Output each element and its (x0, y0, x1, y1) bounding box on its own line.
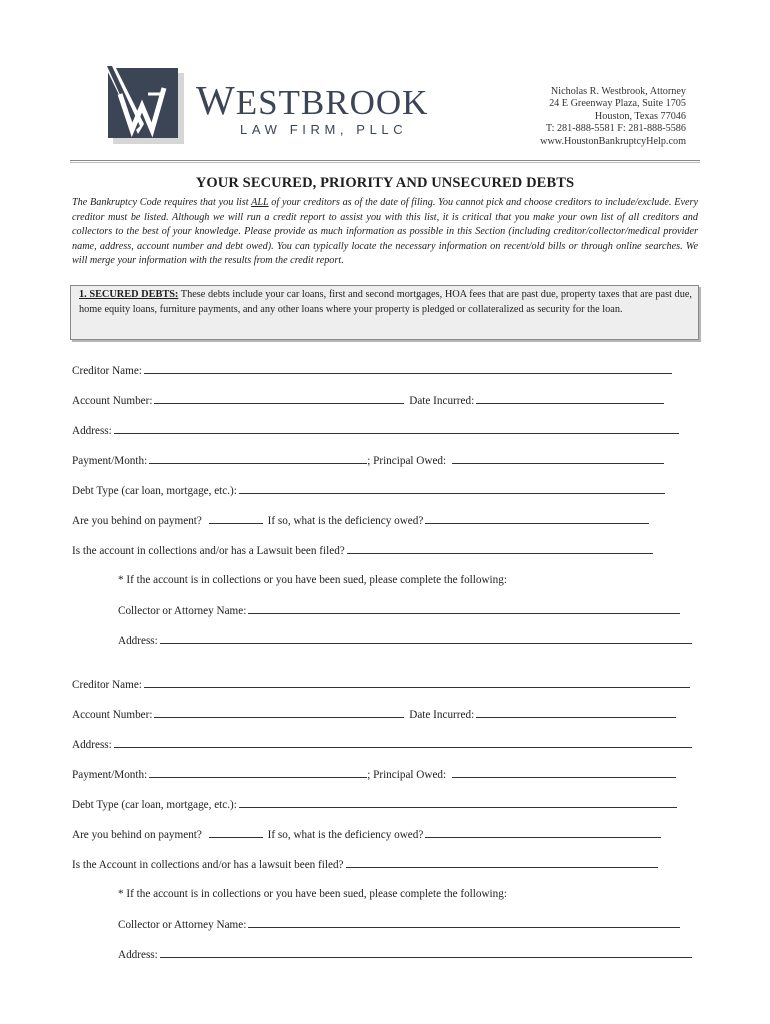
firm-name (196, 77, 429, 123)
payment-month-label: Payment/Month: (72, 769, 148, 781)
deficiency-field[interactable] (425, 513, 649, 524)
header-divider (70, 160, 700, 163)
payment-month-field[interactable] (149, 453, 367, 464)
creditor-name-field[interactable] (144, 363, 672, 374)
behind-payment-label: Are you behind on payment? (72, 829, 202, 841)
collector-address-field[interactable] (160, 947, 692, 958)
westbrook-w-logo-icon (104, 64, 186, 146)
intro-text-2: of your creditors as of the date of filing. You cannot pick and choose creditors to include/exclude. Every creditor must be listed. Although we will run a credit report to assist you with this list, it is critical that you make your own list of all creditors and collectors to the best of your knowledge. Please provide as much information as possible in this Section (including creditor/collector/medical provider name, address, account number and debt owed). You can typically locate the necessary information on recent/old bills or through online searches. We will merge your information with the results from the credit report. (72, 197, 698, 267)
date-incurred-label: Date Incurred: (409, 395, 475, 407)
date-incurred-label: Date Incurred: (409, 709, 475, 721)
date-incurred-field[interactable] (476, 707, 676, 718)
debt-type-field[interactable] (239, 483, 665, 494)
account-number-label: Account Number: (72, 395, 153, 407)
collector-address-field[interactable] (160, 633, 692, 644)
secured-debts-box (70, 285, 699, 340)
principal-owed-label: ; Principal Owed: (367, 769, 447, 781)
collector-label: Collector or Attorney Name: (118, 919, 247, 931)
street-address: 24 E Greenway Plaza, Suite 1705 (549, 98, 686, 110)
payment-month-field[interactable] (149, 767, 367, 778)
behind-row-2 (72, 827, 663, 842)
behind-row-1 (72, 513, 651, 528)
collector-row-1 (118, 603, 682, 618)
collector-address-label: Address: (118, 635, 158, 647)
debt-type-row-2 (72, 797, 679, 812)
principal-owed-field[interactable] (452, 453, 664, 464)
debt-type-row-1 (72, 483, 667, 498)
address-field[interactable] (114, 737, 692, 748)
collector-address-label: Address: (118, 949, 158, 961)
account-row-2 (72, 707, 678, 722)
intro-emphasis: ALL (251, 197, 269, 208)
collections-note-2: * If the account is in collections or you have been sued, please complete the following: (118, 888, 507, 900)
collections-field[interactable] (347, 543, 653, 554)
deficiency-field[interactable] (425, 827, 661, 838)
secured-debts-heading: 1. SECURED DEBTS: (79, 289, 179, 300)
creditor-name-label: Creditor Name: (72, 679, 142, 691)
page-title: YOUR SECURED, PRIORITY AND UNSECURED DEBTS (195, 175, 575, 191)
collections-row-2 (72, 857, 660, 872)
collector-label: Collector or Attorney Name: (118, 605, 247, 617)
behind-payment-field[interactable] (209, 513, 263, 524)
collector-row-2 (118, 917, 682, 932)
account-row-1 (72, 393, 666, 408)
principal-owed-label: ; Principal Owed: (367, 455, 447, 467)
address-row-2 (72, 737, 694, 752)
attorney-name: Nicholas R. Westbrook, Attorney (550, 86, 686, 97)
payment-row-2 (72, 767, 678, 782)
collector-address-row-2 (118, 947, 694, 962)
behind-payment-field[interactable] (209, 827, 263, 838)
behind-payment-label: Are you behind on payment? (72, 515, 202, 527)
intro-paragraph (72, 196, 698, 269)
account-number-label: Account Number: (72, 709, 153, 721)
creditor-name-field[interactable] (144, 677, 690, 688)
firm-name-initial: W (196, 77, 236, 123)
deficiency-label: If so, what is the deficiency owed? (267, 515, 424, 527)
intro-text-1: The Bankruptcy Code requires that you list (72, 197, 252, 208)
collector-field[interactable] (248, 917, 680, 928)
deficiency-label: If so, what is the deficiency owed? (267, 829, 424, 841)
account-number-field[interactable] (154, 393, 404, 404)
city-state-zip: Houston, Texas 77046 (594, 110, 686, 122)
address-row-1 (72, 423, 681, 438)
payment-row-1 (72, 453, 666, 468)
payment-month-label: Payment/Month: (72, 455, 148, 467)
date-incurred-field[interactable] (476, 393, 664, 404)
collections-label: Is the account in collections and/or has a Lawsuit been filed? (72, 545, 345, 557)
account-number-field[interactable] (154, 707, 404, 718)
debt-type-label: Debt Type (car loan, mortgage, etc.): (72, 485, 237, 497)
firm-name-rest: ESTBROOK (235, 83, 429, 122)
debt-type-field[interactable] (239, 797, 677, 808)
collector-address-row-1 (118, 633, 694, 648)
principal-owed-field[interactable] (452, 767, 676, 778)
phone-fax: T: 281-888-5581 F: 281-888-5586 (545, 123, 686, 135)
secured-debts-text: These debts include your car loans, first and second mortgages, HOA fees that are past due, property taxes that are past due, home equity loans, furniture payments, and any other loans where your property is pledged or collateralized as security for the loan. (79, 289, 692, 315)
collector-field[interactable] (248, 603, 680, 614)
debt-type-label: Debt Type (car loan, mortgage, etc.): (72, 799, 237, 811)
creditor-name-label: Creditor Name: (72, 365, 142, 377)
collections-note-1: * If the account is in collections or you have been sued, please complete the following: (118, 574, 507, 586)
address-label: Address: (72, 425, 112, 437)
collections-label: Is the Account in collections and/or has a lawsuit been filed? (72, 859, 344, 871)
collections-row-1 (72, 543, 655, 558)
collections-field[interactable] (346, 857, 658, 868)
address-label: Address: (72, 739, 112, 751)
contact-block (540, 86, 686, 148)
firm-subtitle: LAW FIRM, PLLC (240, 122, 408, 137)
website-link[interactable]: www.HoustonBankruptcyHelp.com (540, 135, 686, 147)
address-field[interactable] (114, 423, 679, 434)
creditor-name-row-2 (72, 677, 692, 692)
creditor-name-row-1 (72, 363, 674, 378)
